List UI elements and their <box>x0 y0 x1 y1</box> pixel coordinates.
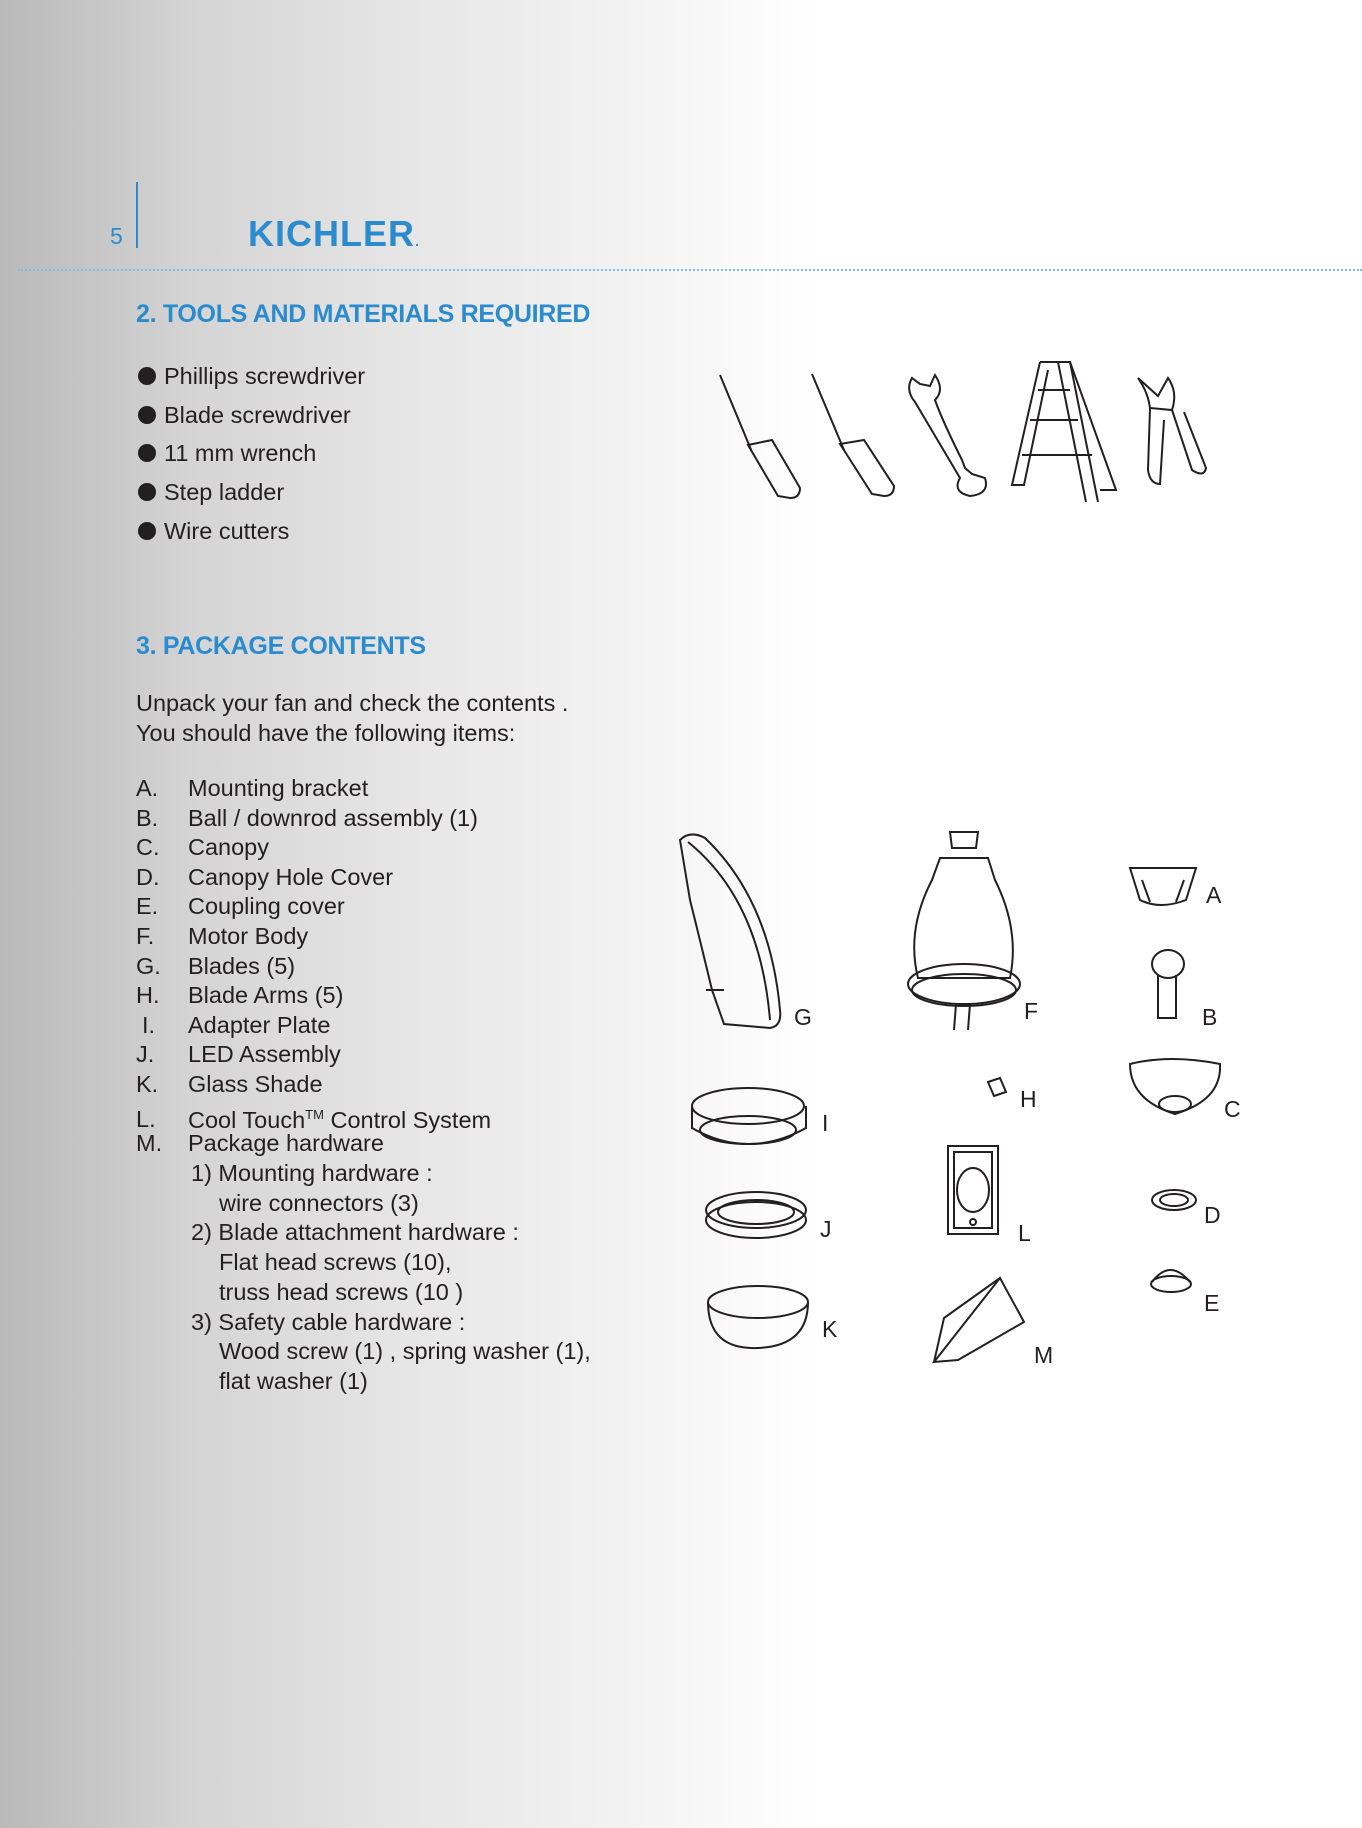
led-assembly-icon <box>706 1192 806 1238</box>
part-label-f: F <box>1024 998 1039 1024</box>
hardware-line: wire connectors (3) <box>219 1189 419 1216</box>
item-label: LED Assembly <box>188 1041 341 1068</box>
hardware-line: 2) Blade attachment hardware : <box>191 1219 519 1246</box>
tool-label: Step ladder <box>164 479 285 506</box>
item-letter: F. <box>136 922 155 949</box>
mounting-bracket-icon <box>1130 868 1196 905</box>
item-letter: H. <box>136 982 160 1009</box>
hardware-line: 1) Mounting hardware : <box>191 1160 433 1186</box>
blade-icon <box>680 834 780 1028</box>
hardware-line: Wood screw (1) , spring washer (1), <box>219 1338 591 1365</box>
item-label-suffix: Control System <box>323 1106 492 1133</box>
part-label-d: D <box>1204 1202 1221 1228</box>
part-label-e: E <box>1204 1290 1220 1316</box>
item-letter: M. <box>136 1130 163 1157</box>
item-label: Cool Touch <box>188 1106 306 1133</box>
downrod-icon <box>1152 950 1184 1018</box>
brand-name: KICHLER <box>248 213 415 254</box>
item-label: Adapter Plate <box>188 1011 331 1038</box>
glass-shade-icon <box>708 1286 808 1348</box>
tool-label: Phillips screwdriver <box>164 363 366 390</box>
motor-body-icon <box>908 832 1020 1030</box>
blade-arm-icon <box>988 1078 1006 1096</box>
item-label: Canopy Hole Cover <box>188 863 394 890</box>
control-system-icon <box>948 1146 998 1234</box>
part-label-j: J <box>820 1216 832 1242</box>
item-letter: C. <box>136 834 160 861</box>
hardware-package-icon <box>934 1278 1024 1362</box>
item-letter: K. <box>136 1070 159 1097</box>
tool-label: Wire cutters <box>164 517 290 544</box>
hardware-line: Flat head screws (10), <box>219 1249 452 1276</box>
part-label-c: C <box>1224 1096 1241 1122</box>
brand-mark: . <box>415 233 420 249</box>
part-label-h: H <box>1020 1086 1037 1112</box>
step-ladder-icon <box>1012 362 1116 502</box>
phillips-screwdriver-icon <box>720 375 800 498</box>
intro-line: You should have the following items: <box>136 720 516 746</box>
hardware-line: truss head screws (10 ) <box>219 1278 464 1305</box>
package-heading: 3. PACKAGE CONTENTS <box>136 632 426 660</box>
part-label-k: K <box>822 1316 838 1342</box>
part-label-i: I <box>822 1110 829 1136</box>
item-label: Coupling cover <box>188 893 345 920</box>
part-label-a: A <box>1206 882 1222 908</box>
tools-heading: 2. TOOLS AND MATERIALS REQUIRED <box>136 300 591 328</box>
item-letter: G. <box>136 952 161 979</box>
page-number: 5 <box>110 223 123 249</box>
item-letter: A. <box>136 775 159 801</box>
item-letter: L. <box>136 1106 156 1133</box>
adapter-plate-icon <box>692 1088 806 1144</box>
trademark-sup: TM <box>305 1106 324 1122</box>
item-label: Blade Arms (5) <box>188 982 344 1009</box>
intro-line: Unpack your fan and check the contents . <box>136 690 569 716</box>
part-label-m: M <box>1034 1342 1054 1368</box>
item-label: Package hardware <box>188 1130 384 1157</box>
canopy-hole-cover-icon <box>1152 1190 1196 1210</box>
item-label: Motor Body <box>188 922 309 949</box>
item-label: Glass Shade <box>188 1070 323 1097</box>
item-label: Ball / downrod assembly (1) <box>188 804 478 831</box>
item-label: Blades (5) <box>188 952 296 979</box>
item-letter: I. <box>142 1011 156 1038</box>
wrench-icon <box>909 375 986 496</box>
coupling-cover-icon <box>1151 1270 1191 1292</box>
item-letter: J. <box>136 1041 155 1068</box>
part-label-g: G <box>794 1004 812 1030</box>
item-label: Canopy <box>188 834 269 861</box>
hardware-line: flat washer (1) <box>219 1367 368 1394</box>
tool-label: Blade screwdriver <box>164 401 351 428</box>
item-label: Mounting bracket <box>188 775 369 801</box>
blade-screwdriver-icon <box>812 374 894 496</box>
hardware-line: 3) Safety cable hardware : <box>191 1308 466 1335</box>
part-label-l: L <box>1018 1220 1031 1246</box>
canopy-icon <box>1130 1059 1220 1114</box>
item-letter: B. <box>136 804 159 831</box>
item-letter: E. <box>136 893 159 920</box>
tool-label: 11 mm wrench <box>164 440 317 467</box>
item-letter: D. <box>136 863 160 890</box>
part-label-b: B <box>1202 1004 1218 1030</box>
wire-cutters-icon <box>1138 378 1206 484</box>
